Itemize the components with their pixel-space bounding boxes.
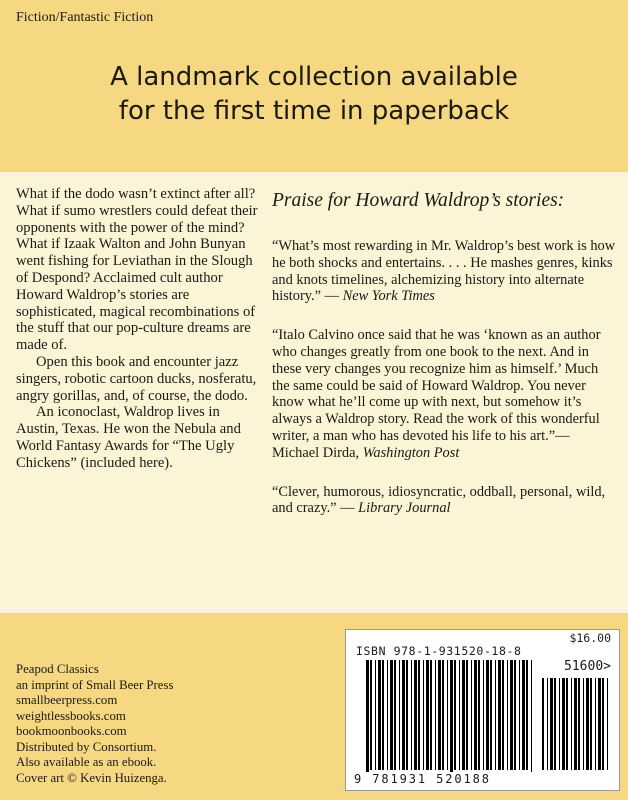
- headline-line-1: A landmark collection available: [110, 62, 518, 92]
- praise-section: [272, 190, 616, 539]
- barcode-bar: [586, 678, 589, 770]
- barcode-bar: [382, 660, 384, 770]
- praise-quote: [272, 238, 616, 305]
- blurb-paragraph: An iconoclast, Waldrop lives in Austin, Texas. He won the Nebula and World Fantasy Awards for “The Ugly Chickens” (included here).: [16, 404, 241, 471]
- barcode-bar: [430, 660, 432, 770]
- barcode-bar: [602, 678, 604, 770]
- barcode-bar: [566, 678, 568, 770]
- barcode-bar: [387, 660, 388, 770]
- barcode-bar: [562, 678, 565, 770]
- barcode-digits: 9 781931 520188: [352, 772, 544, 786]
- barcode-bar: [526, 660, 528, 770]
- quote-source: New York Times: [342, 288, 435, 305]
- headline-line-2: for the first time in paperback: [118, 96, 510, 126]
- barcode-bar: [411, 660, 412, 770]
- publisher-info: [16, 662, 173, 786]
- barcode-bar: [402, 660, 405, 770]
- barcode-bar: [442, 660, 444, 770]
- quote-text: “Italo Calvino once said that he was ‘known as an author who changes greatly from one book to the next. And in these very changes you recognize him as himself.’ Much the same could be said of Howard Waldrop. You never know what he’ll come up with next, but somehow it’s always a Waldrop story. Read the work of this wonderful writer, a man who has devoted his life to his art.”— Michael Dirda,: [272, 327, 601, 461]
- barcode-bar: [490, 660, 492, 770]
- barcode-bar: [542, 678, 544, 770]
- barcode-bar: [522, 660, 525, 770]
- barcode-bar: [531, 660, 532, 780]
- barcode-bar: [450, 660, 453, 780]
- quote-text: “Clever, humorous, idiosyncratic, oddball, personal, wild, and crazy.” —: [272, 483, 606, 517]
- barcode-box: [345, 629, 620, 791]
- barcode-bar: [559, 678, 560, 770]
- quote-text: “What’s most rewarding in Mr. Waldrop’s best work is how he both shocks and entertains. . . . He mashes genres, kinks and knots timelines, alchemizing history into alternate history.” —: [272, 238, 616, 305]
- quote-source: Washington Post: [362, 444, 460, 461]
- publisher-line: Cover art © Kevin Huizenga.: [16, 770, 167, 785]
- barcode-bar: [394, 660, 396, 770]
- barcode-bar: [495, 660, 496, 770]
- barcode-bars: [366, 660, 534, 780]
- barcode-bar: [607, 678, 608, 770]
- barcode-bar: [414, 660, 417, 770]
- barcode-bar: [438, 660, 441, 770]
- barcode-bar: [583, 678, 584, 770]
- barcode-bar: [418, 660, 420, 770]
- publisher-line: bookmoonbooks.com: [16, 724, 127, 738]
- barcode-bar: [466, 660, 468, 770]
- barcode-bar: [454, 660, 456, 770]
- blurb: [16, 186, 262, 472]
- barcode-bar: [399, 660, 400, 770]
- praise-title: Praise for Howard Waldrop’s stories:: [272, 190, 565, 211]
- barcode-bar: [478, 660, 480, 770]
- praise-quote: [272, 327, 616, 461]
- barcode-bar: [370, 660, 372, 770]
- headline: [0, 60, 628, 128]
- barcode-bar: [486, 660, 489, 770]
- barcode-bar: [571, 678, 572, 770]
- barcode-bar: [507, 660, 508, 770]
- barcode-bar: [578, 678, 580, 770]
- barcode-bar: [462, 660, 465, 770]
- blurb-paragraph: What if the dodo wasn’t extinct after all? What if sumo wrestlers could defeat their opponents with the power of the mind? What if Izaak Walton and John Bunyan went fishing for Leviathan in the Slough of Despond? Acclaimed cult author Howard Waldrop’s stories are sophisticated, magical recombinations of the stuff that our pop-culture dreams are made of.: [16, 186, 258, 354]
- publisher-line: Peapod Classics: [16, 662, 99, 676]
- publisher-line: weightlessbooks.com: [16, 708, 126, 723]
- barcode-bar: [474, 660, 477, 770]
- barcode-bar: [498, 660, 501, 770]
- publisher-line: Distributed by Consortium.: [16, 739, 157, 754]
- quote-source: Library Journal: [358, 500, 451, 517]
- blurb-paragraph: Open this book and encounter jazz singers, robotic cartoon ducks, nosferatu, angry gorillas, and, of course, the dodo.: [16, 353, 257, 404]
- addon-number: 51600>: [564, 659, 611, 674]
- barcode-bar: [514, 660, 516, 770]
- barcode-bar: [390, 660, 393, 770]
- barcode-bar: [595, 678, 596, 770]
- barcode-bar: [554, 678, 556, 770]
- barcode-bar: [550, 678, 553, 770]
- barcode-bar: [459, 660, 460, 770]
- barcode-bar: [574, 678, 577, 770]
- barcode-bar: [510, 660, 513, 770]
- barcode-bar: [590, 678, 592, 770]
- price-label: $16.00: [569, 631, 611, 645]
- addon-barcode-bars: [542, 678, 610, 780]
- barcode-bar: [406, 660, 408, 770]
- barcode-bar: [447, 660, 448, 770]
- praise-quote: [272, 484, 616, 518]
- barcode-bar: [502, 660, 504, 770]
- barcode-bar: [378, 660, 381, 770]
- publisher-line: an imprint of Small Beer Press: [16, 677, 174, 692]
- isbn-label: ISBN 978-1-931520-18-8: [356, 644, 522, 658]
- barcode-bar: [598, 678, 601, 770]
- publisher-line: smallbeerpress.com: [16, 693, 118, 707]
- publisher-line: Also available as an ebook.: [16, 755, 157, 769]
- barcode-bar: [423, 660, 424, 770]
- genre-label: Fiction/Fantastic Fiction: [16, 10, 154, 25]
- barcode-bar: [435, 660, 436, 770]
- barcode-bar: [547, 678, 548, 770]
- barcode-bar: [375, 660, 376, 770]
- barcode-bar: [471, 660, 472, 770]
- barcode-bar: [366, 660, 369, 780]
- barcode-bar: [483, 660, 484, 770]
- barcode-bar: [426, 660, 429, 770]
- barcode-bar: [519, 660, 520, 770]
